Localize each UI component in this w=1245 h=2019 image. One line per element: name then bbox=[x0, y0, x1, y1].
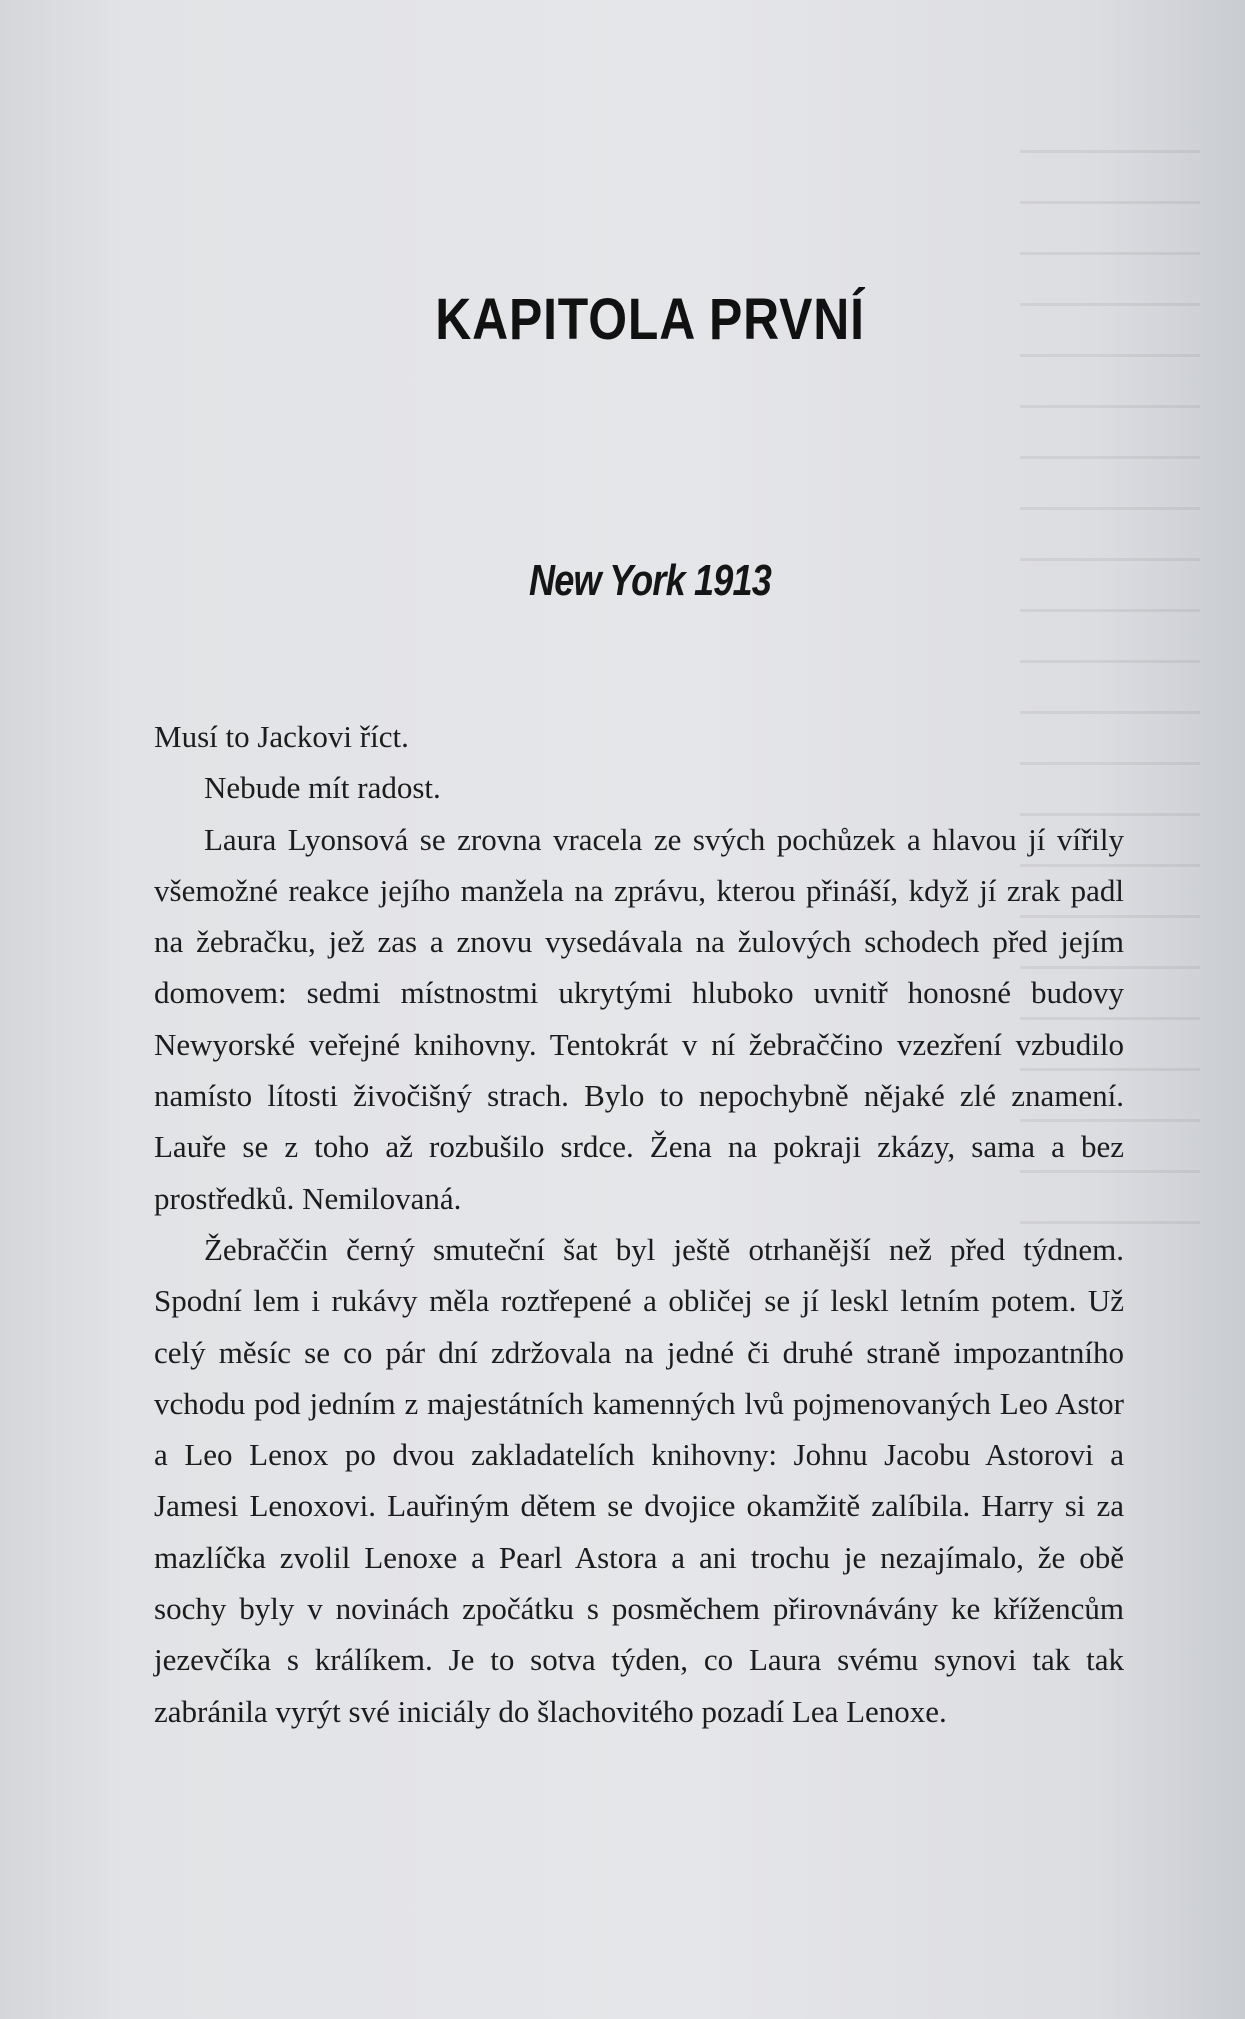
chapter-title: KAPITOLA PRVNÍ bbox=[435, 287, 865, 352]
chapter-subtitle: New York 1913 bbox=[528, 556, 772, 605]
paragraph: Laura Lyonsová se zrovna vracela ze svých pochůzek a hlavou jí vířily všemožné reakce jejího manžela na zprávu, kterou přináší, když jí zrak padl na žebračku, jež zas a znovu vysedávala na žulových schodech před jejím domovem: sedmi místnostmi ukrytými hluboko uvnitř honosné budovy Newyorské veřejné knihovny. Tentokrát v ní žebraččino vzezření vzbudilo namísto lítosti živočišný strach. Bylo to nepochybně nějaké zlé znamení. Lauře se z toho až rozbušilo srdce. Žena na pokraji zkázy, sama a bez prostředků. Nemilovaná. bbox=[154, 821, 1124, 1216]
paragraph: Nebude mít radost. bbox=[204, 770, 441, 806]
body-text bbox=[154, 711, 1124, 1737]
paragraph: Žebraččin černý smuteční šat byl ještě otrhanější než před týdnem. Spodní lem i rukávy měla roztřepené a obličej se jí leskl letním potem. Už celý měsíc se co pár dní zdržovala na jedné či druhé straně impozantního vchodu pod jedním z majestátních kamenných lvů pojmenovaných Leo Astor a Leo Lenox po dvou zakladatelích knihovny: Johnu Jacobu Astorovi a Jamesi Lenoxovi. Lauřiným dětem se dvojice okamžitě zalíbila. Harry si za mazlíčka zvolil Lenoxe a Pearl Astora a ani trochu je nezajímalo, že obě sochy byly v novinách zpočátku s posměchem přirovnávány ke křížencům jezevčíka s králíkem. Je to sotva týden, co Laura svému synovi tak tak zabránila vyrýt své iniciály do šlachovitého pozadí Lea Lenoxe. bbox=[154, 1231, 1124, 1729]
paragraph: Musí to Jackovi říct. bbox=[154, 719, 409, 754]
